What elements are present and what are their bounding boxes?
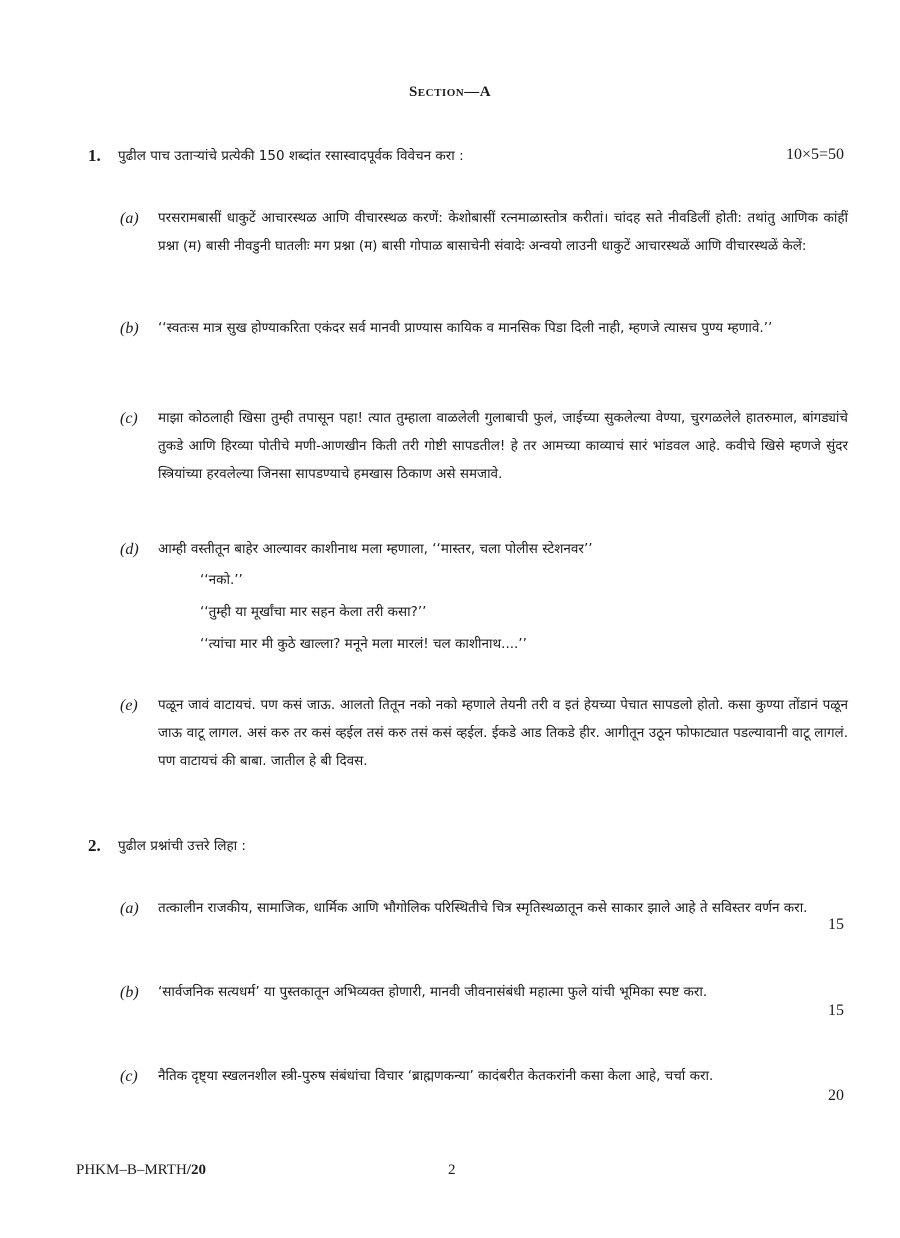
part-label: (d) xyxy=(120,541,139,558)
question-text: पुढील पाच उताऱ्यांचे प्रत्येकी 150 शब्दांत रसास्वादपूर्वक विवेचन करा : xyxy=(118,148,464,164)
dialogue-line: ‘‘तुम्ही या मूर्खांचा मार सहन केला तरी कसा?’’ xyxy=(200,604,427,620)
part-label: (c) xyxy=(120,1068,138,1085)
paper-code xyxy=(76,1162,206,1179)
part-label: (a) xyxy=(120,210,139,227)
part-marks: 15 xyxy=(828,916,844,933)
question-number: 2. xyxy=(88,836,101,855)
dialogue-line: ‘‘त्यांचा मार मी कुठे खाल्ला? मनूने मला मारलं! चल काशीनाथ....’’ xyxy=(200,636,527,652)
section-title: Section—A xyxy=(408,84,492,100)
part-text: नैतिक दृष्ट्या स्खलनशील स्त्री-पुरुष संबंधांचा विचार ‘ब्राह्मणकन्या’ कादंबरीत केतकरांनी कसा केला आहे, चर्चा करा. xyxy=(158,1068,714,1084)
paper-code-suffix: /20 xyxy=(186,1162,206,1178)
part-text: आम्ही वस्तीतून बाहेर आल्यावर काशीनाथ मला म्हणाला, ‘‘मास्तर, चला पोलीस स्टेशनवर’’ xyxy=(158,541,593,557)
part-text: तत्कालीन राजकीय, सामाजिक, धार्मिक आणि भौगोलिक परिस्थितीचे चित्र स्मृतिस्थळातून कसे साकार झाले आहे ते सविस्तर वर्णन करा. xyxy=(158,900,808,916)
paper-code-prefix: PHKM–B–MRTH xyxy=(76,1162,187,1178)
part-text: पळून जावं वाटायचं. पण कसं जाऊ. आलतो तितून नको नको म्हणाले तेयनी तरी व इतं हेयच्या पेचात सापडलो होतो. कसा कुण्या तोंडानं पळून जाऊ वाटू लागल. असं करु तर कसं व्हईल तसं करु तसं कसं व्हईल. ईकडे आड तिकडे हीर. आगीतून उठून फोफाट्यात पडल्यावानी वाटू लागलं. पण वाटायचं की बाबा. जातील हे बी दिवस. xyxy=(158,697,848,769)
dialogue-line: ‘‘नको.’’ xyxy=(200,572,243,588)
part-marks: 15 xyxy=(828,1002,844,1019)
question-text: पुढील प्रश्नांची उत्तरे लिहा : xyxy=(118,838,246,854)
part-label: (e) xyxy=(120,697,138,714)
part-text: माझा कोठलाही खिसा तुम्ही तपासून पहा! त्यात तुम्हाला वाळलेली गुलाबाची फुलं, जाईच्या सुकलेल्या वेण्या, चुरगळलेले हातरुमाल, बांगड्यांचे तुकडे आणि हिरव्या पोतीचे मणी-आणखीन किती तरी गोष्टी सापडतील! हे तर आमच्या काव्याचं सारं भांडवल आहे. कवीचे खिसे म्हणजे सुंदर स्त्रियांच्या हरवलेल्या जिनसा सापडण्याचे हमखास ठिकाण असे समजावे. xyxy=(158,410,848,482)
question-marks: 10×5=50 xyxy=(785,146,844,163)
part-label: (b) xyxy=(120,984,139,1001)
part-label: (c) xyxy=(120,410,138,427)
part-text: परसरामबासीं धाकुटें आचारस्थळ आणि वीचारस्थळ करणें: केशोबासीं रत्नमाळास्तोत्र करीतां। चांदह सते नीवडिलीं होती: तथांतु आणिक कांहीं प्रश्ना (म) बासी नीवडुनी घातलीः मग प्रश्ना (म) बासी गोपाळ बासाचेनी संवादेः अन्वयो लाउनी धाकुटें आचारस्थळें आणि वीचारस्थळें केलें: xyxy=(158,210,848,254)
question-number: 1. xyxy=(88,146,101,165)
part-label: (a) xyxy=(120,900,139,917)
part-marks: 20 xyxy=(828,1087,844,1104)
page-number: 2 xyxy=(448,1162,456,1178)
part-text: ‘सार्वजनिक सत्यधर्म’ या पुस्तकातून अभिव्यक्त होणारी, मानवी जीवनासंबंधी महात्मा फुले यांची भूमिका स्पष्ट करा. xyxy=(158,984,708,1000)
part-label: (b) xyxy=(120,320,139,337)
part-text: ‘‘स्वतःस मात्र सुख होण्याकरिता एकंदर सर्व मानवी प्राण्यास कायिक व मानसिक पिडा दिली नाही, म्हणजे त्यासच पुण्य म्हणावे.’’ xyxy=(158,320,773,336)
